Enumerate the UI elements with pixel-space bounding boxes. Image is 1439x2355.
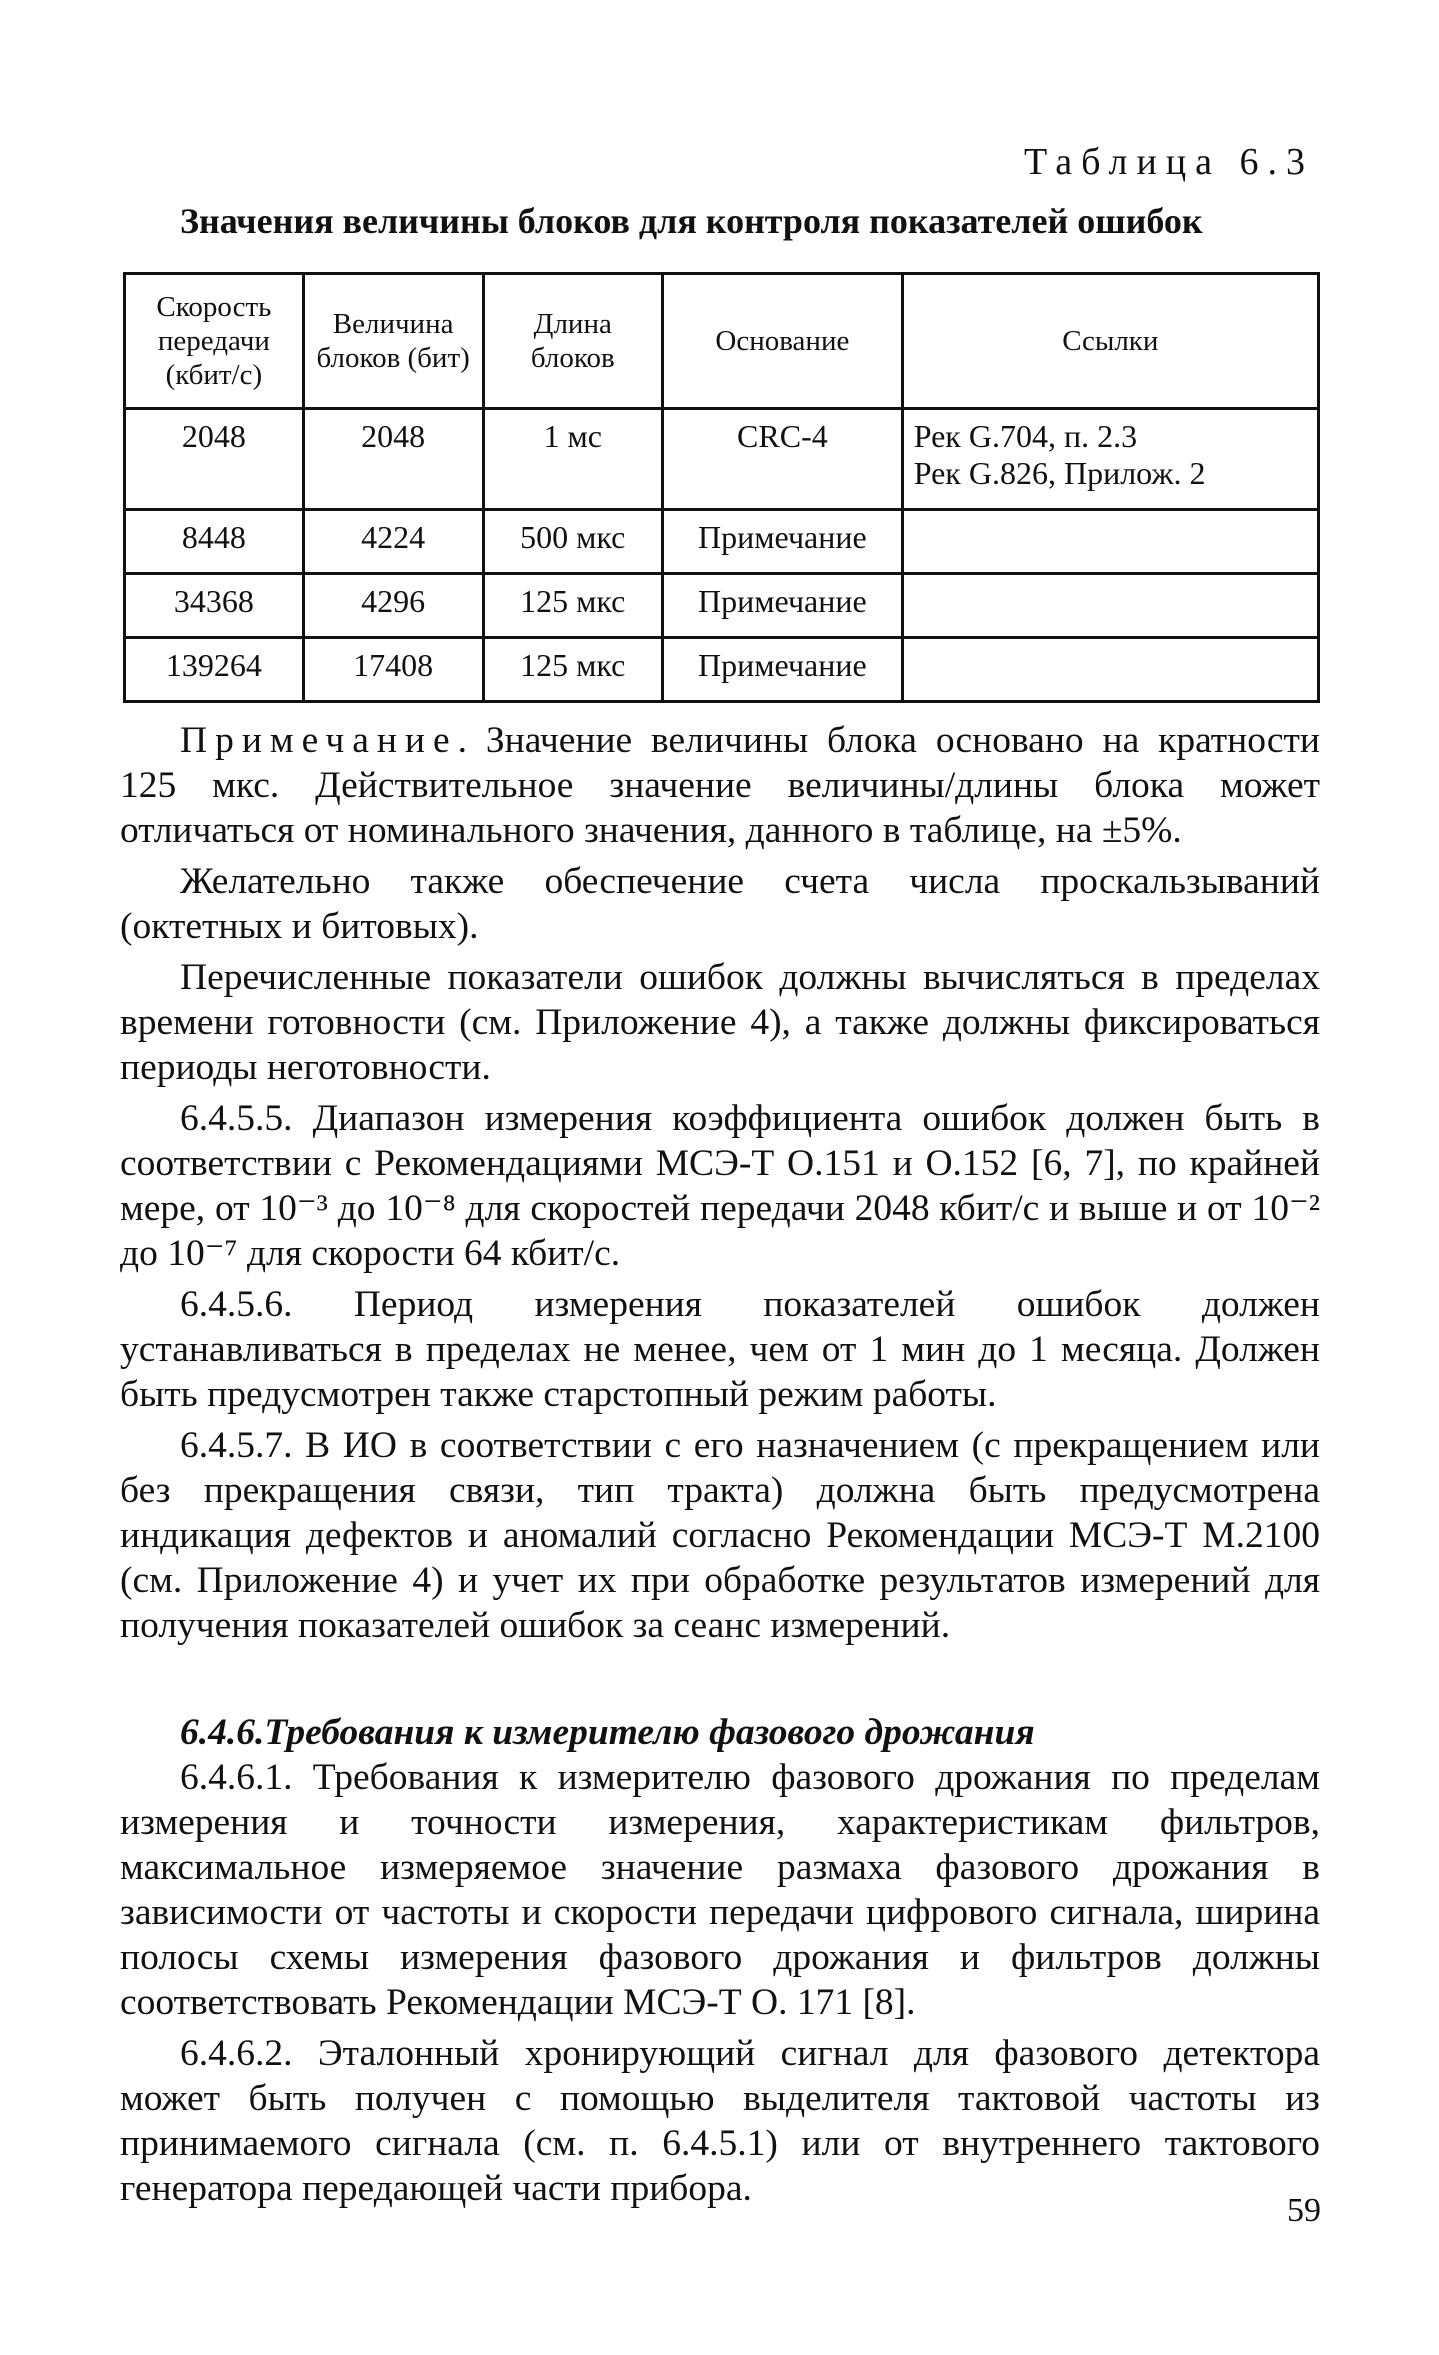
- paragraph: 6.4.5.7. В ИО в соответствии с его назначением (с прекращением или без прекращения связи, тип тракта) должна быть предусмотрена индикация дефектов и аномалий согласно Рекомендации МСЭ-Т М.2100 (см. Приложение 4) и учет их при обработке результатов измерений для получения показателей ошибок за сеанс измерений.: [120, 1425, 1320, 1646]
- table-row: [125, 409, 1319, 510]
- cell-references: [902, 510, 1318, 574]
- cell-basis: CRC-4: [663, 409, 903, 510]
- body-text: [120, 718, 1320, 2211]
- cell-rate: 8448: [125, 510, 304, 574]
- note-text: . Значение величины блока основано на кратности 125 мкс. Действительное значение величины/длины блока может отличаться от номинального значения, данного в таблице, на ±5%.: [120, 720, 1320, 851]
- page-number: 59: [1287, 2192, 1321, 2229]
- table-note: [120, 718, 1320, 853]
- cell-block-length: 500 мкс: [483, 510, 663, 574]
- table-header-row: [125, 274, 1319, 409]
- cell-block-size: 2048: [303, 409, 483, 510]
- cell-block-length: 125 мкс: [483, 574, 663, 638]
- cell-references: Рек G.704, п. 2.3 Рек G.826, Прилож. 2: [902, 409, 1318, 510]
- table-title: Значения величины блоков для контроля показателей ошибок: [180, 201, 1203, 241]
- section-heading: 6.4.6.Требования к измерителю фазового дрожания: [180, 1712, 1035, 1753]
- header-references: Ссылки: [902, 274, 1318, 409]
- block-size-table: [123, 272, 1320, 703]
- paragraph: 6.4.6.2. Эталонный хронирующий сигнал для фазового детектора может быть получен с помощью выделителя тактовой частоты из принимаемого сигнала (см. п. 6.4.5.1) или от внутреннего тактового генератора передающей части прибора.: [120, 2033, 1320, 2209]
- cell-references: [902, 574, 1318, 638]
- cell-references: [902, 638, 1318, 702]
- header-rate: Скорость передачи (кбит/с): [125, 274, 304, 409]
- cell-block-length: 125 мкс: [483, 638, 663, 702]
- header-block-size: Величина блоков (бит): [303, 274, 483, 409]
- paragraph: 6.4.5.6. Период измерения показателей ошибок должен устанавливаться в пределах не менее, чем от 1 мин до 1 месяца. Должен быть предусмотрен также старстопный режим работы.: [120, 1284, 1320, 1415]
- paragraph: Перечисленные показатели ошибок должны вычисляться в пределах времени готовности (см. Приложение 4), а также должны фиксироваться периоды неготовности.: [120, 957, 1320, 1088]
- cell-rate: 139264: [125, 638, 304, 702]
- cell-rate: 2048: [125, 409, 304, 510]
- cell-basis: Примечание: [663, 574, 903, 638]
- cell-block-size: 17408: [303, 638, 483, 702]
- note-label: Примечание: [180, 720, 458, 761]
- table-row: [125, 574, 1319, 638]
- table-row: [125, 510, 1319, 574]
- cell-rate: 34368: [125, 574, 304, 638]
- table-row: [125, 638, 1319, 702]
- cell-block-size: 4296: [303, 574, 483, 638]
- header-block-length: Длина блоков: [483, 274, 663, 409]
- cell-block-size: 4224: [303, 510, 483, 574]
- paragraph: 6.4.6.1. Требования к измерителю фазового дрожания по пределам измерения и точности измерения, характеристикам фильтров, максимальное измеряемое значение размаха фазового дрожания в зависимости от частоты и скорости передачи цифрового сигнала, ширина полосы схемы измерения фазового дрожания и фильтров должны соответствовать Рекомендации МСЭ-Т О. 171 [8].: [120, 1757, 1320, 2023]
- cell-block-length: 1 мс: [483, 409, 663, 510]
- paragraph: Желательно также обеспечение счета числа проскальзываний (октетных и битовых).: [120, 861, 1320, 947]
- header-basis: Основание: [663, 274, 903, 409]
- cell-basis: Примечание: [663, 638, 903, 702]
- paragraph: 6.4.5.5. Диапазон измерения коэффициента ошибок должен быть в соответствии с Рекомендациями МСЭ-Т О.151 и О.152 [6, 7], по крайней мере, от 10⁻³ до 10⁻⁸ для скоростей передачи 2048 кбит/с и выше и от 10⁻² до 10⁻⁷ для скорости 64 кбит/с.: [120, 1098, 1320, 1274]
- table-label: Таблица 6.3: [1023, 141, 1314, 183]
- cell-basis: Примечание: [663, 510, 903, 574]
